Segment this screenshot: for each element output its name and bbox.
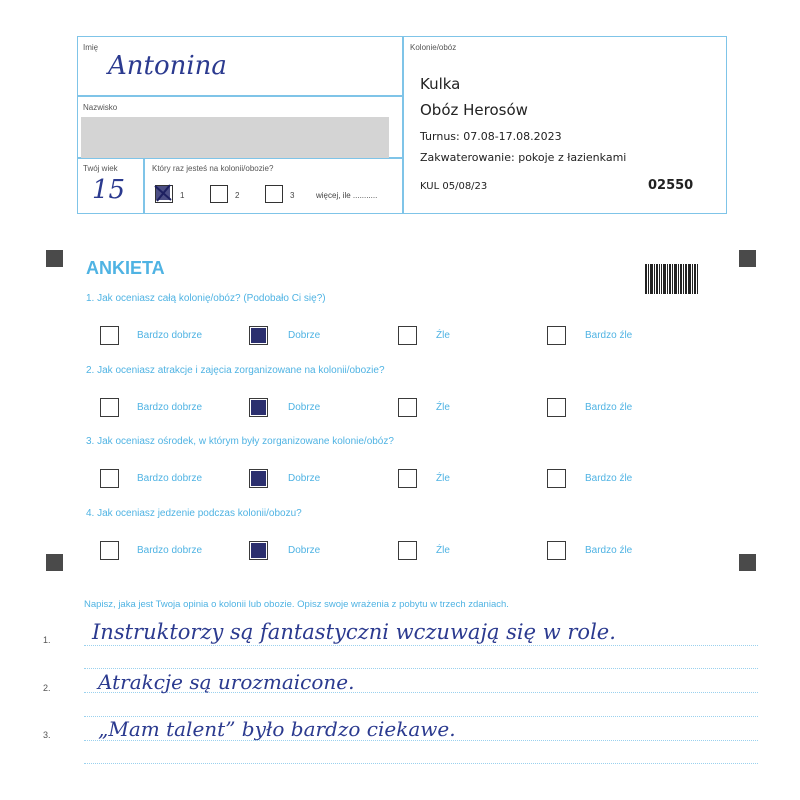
registration-marker (739, 554, 756, 571)
question-4-option-checkbox[interactable] (547, 541, 566, 560)
ktory-raz-label: Który raz jesteś na kolonii/obozie? (152, 164, 274, 173)
ktory-raz-label-3: 3 (290, 191, 295, 200)
header-cell-divider (143, 157, 145, 213)
form-number: 02550 (648, 178, 694, 193)
question-4-option-checkbox[interactable] (100, 541, 119, 560)
header-divider (402, 37, 404, 213)
question-3-text: 3. Jak oceniasz ośrodek, w którym były zorganizowane kolonie/obóz? (86, 436, 394, 447)
question-2-option-checkbox[interactable] (547, 398, 566, 417)
question-3-option-label: Źle (436, 473, 450, 484)
question-2-option-label: Dobrze (288, 402, 321, 413)
question-1-option-checkbox[interactable] (398, 326, 417, 345)
barcode-icon (645, 264, 701, 294)
question-1-option-checkbox[interactable] (547, 326, 566, 345)
check-mark-icon (154, 184, 172, 202)
line-number: 1. (43, 635, 51, 645)
question-1-option-label: Źle (436, 330, 450, 341)
question-2-option-label: Bardzo dobrze (137, 402, 203, 413)
zakwaterowanie: Zakwaterowanie: pokoje z łazienkami (420, 151, 627, 164)
turnus: Turnus: 07.08-17.08.2023 (420, 130, 562, 143)
question-3-option-checkbox[interactable] (249, 469, 268, 488)
question-4-option-label: Dobrze (288, 545, 321, 556)
question-2-option-label: Bardzo źle (585, 402, 633, 413)
line-number: 3. (43, 730, 51, 740)
ktory-raz-label-1: 1 (180, 191, 185, 200)
answer-line (84, 763, 758, 764)
registration-marker (739, 250, 756, 267)
answer-3[interactable]: „Mam talent” było bardzo ciekawe. (98, 717, 456, 741)
question-2-option-checkbox[interactable] (100, 398, 119, 417)
ktory-raz-checkbox-2[interactable] (210, 185, 228, 203)
ktory-raz-more: więcej, ile ........... (316, 191, 378, 200)
question-3-option-checkbox[interactable] (100, 469, 119, 488)
line-number: 2. (43, 683, 51, 693)
nazwisko-label: Nazwisko (83, 103, 118, 112)
question-1-option-checkbox[interactable] (249, 326, 268, 345)
camp-name: Kulka (420, 75, 461, 93)
imie-label: Imię (83, 43, 99, 52)
answer-1[interactable]: Instruktorzy są fantastyczni wczuwają się w role. (92, 620, 616, 644)
kolonie-label: Kolonie/obóz (410, 43, 457, 52)
registration-marker (46, 250, 63, 267)
question-1-text: 1. Jak oceniasz całą kolonię/obóz? (Podobało Ci się?) (86, 293, 326, 304)
answer-line (84, 645, 758, 646)
question-3-option-label: Dobrze (288, 473, 321, 484)
question-3-option-label: Bardzo dobrze (137, 473, 203, 484)
question-1-option-label: Bardzo źle (585, 330, 633, 341)
survey-title: ANKIETA (86, 258, 165, 278)
answer-2[interactable]: Atrakcje są urozmaicone. (98, 670, 355, 694)
ktory-raz-label-2: 2 (235, 191, 240, 200)
ktory-raz-checkbox-1[interactable] (155, 185, 173, 203)
redacted-surname (81, 117, 389, 158)
question-3-option-label: Bardzo źle (585, 473, 633, 484)
question-2-option-checkbox[interactable] (249, 398, 268, 417)
question-3-option-checkbox[interactable] (398, 469, 417, 488)
question-2-option-label: Źle (436, 402, 450, 413)
question-4-option-label: Bardzo źle (585, 545, 633, 556)
question-4-option-label: Źle (436, 545, 450, 556)
opinion-prompt: Napisz, jaka jest Twoja opinia o kolonii lub obozie. Opisz swoje wrażenia z pobytu w trzech zdaniach. (84, 599, 509, 610)
question-3-option-checkbox[interactable] (547, 469, 566, 488)
question-4-text: 4. Jak oceniasz jedzenie podczas kolonii/obozu? (86, 508, 302, 519)
camp-code: KUL 05/08/23 (420, 181, 488, 192)
question-4-option-checkbox[interactable] (249, 541, 268, 560)
header-row-divider (78, 95, 402, 97)
question-4-option-label: Bardzo dobrze (137, 545, 203, 556)
question-2-text: 2. Jak oceniasz atrakcje i zajęcia zorganizowane na kolonii/obozie? (86, 365, 385, 376)
ktory-raz-checkbox-3[interactable] (265, 185, 283, 203)
camp-subtitle: Obóz Herosów (420, 101, 528, 119)
wiek-value: 15 (92, 175, 126, 205)
question-1-option-label: Bardzo dobrze (137, 330, 203, 341)
imie-value: Antonina (108, 51, 227, 81)
answer-line (84, 668, 758, 669)
question-2-option-checkbox[interactable] (398, 398, 417, 417)
wiek-label: Twój wiek (83, 164, 118, 173)
registration-marker (46, 554, 63, 571)
question-1-option-checkbox[interactable] (100, 326, 119, 345)
question-4-option-checkbox[interactable] (398, 541, 417, 560)
question-1-option-label: Dobrze (288, 330, 321, 341)
